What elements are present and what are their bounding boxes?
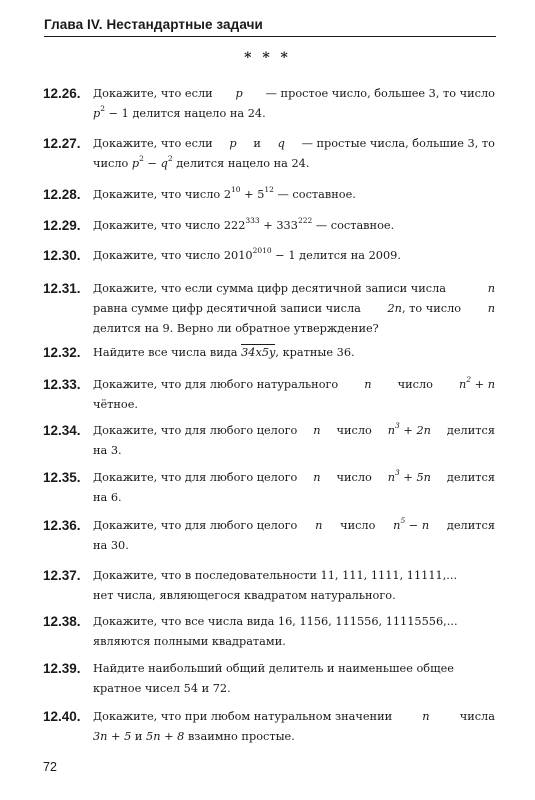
problem-12-40 [43, 707, 495, 747]
text: Докажите, что если сумма цифр десятичной записи числа [93, 282, 447, 295]
problem-number: 12.36. [43, 518, 81, 533]
problem-12-33 [43, 375, 495, 415]
math-expr: + 2n [399, 424, 431, 437]
text: Докажите, что для любого целого [93, 471, 298, 484]
math-expr: 5n + 8 [146, 730, 185, 743]
math-base: 2010 [223, 249, 253, 262]
text: число [336, 471, 372, 484]
text: на 3. [93, 444, 122, 457]
text: — составное. [277, 188, 356, 201]
text: Докажите, что если [93, 87, 213, 100]
problem-number: 12.26. [43, 86, 81, 101]
section-separator: * * * [244, 50, 291, 66]
text: делится на 2009. [299, 249, 401, 262]
problem-number: 12.34. [43, 423, 81, 438]
problem-text [93, 375, 495, 415]
text: делится [446, 424, 495, 437]
problem-text [93, 421, 495, 461]
page-number: 72 [43, 760, 57, 774]
math-base: 2 [223, 188, 232, 201]
math-exp: 10 [231, 185, 241, 194]
problem-number: 12.31. [43, 281, 81, 296]
problem-12-34 [43, 421, 495, 461]
text: число [340, 519, 376, 532]
problem-12-35 [43, 468, 495, 508]
problem-12-28 [43, 185, 495, 205]
text: — составное. [315, 219, 395, 232]
math-var: n [487, 302, 495, 315]
text: Докажите, что в последовательности 11, 111, 1111, 11111,... [93, 569, 458, 582]
text: Докажите, что все числа вида 16, 1156, 111556, 11115556,... [93, 615, 458, 628]
text: Докажите, что для любого целого [93, 519, 298, 532]
text: Найдите все числа вида [93, 346, 238, 359]
text: являются полными квадратами. [93, 635, 286, 648]
math-var: n [364, 378, 372, 391]
text: число [93, 157, 129, 170]
math-expr: − n [405, 519, 430, 532]
problem-text [93, 612, 495, 652]
math-var: n [387, 471, 396, 484]
math-expr: − 1 [108, 107, 129, 120]
problem-text [93, 246, 495, 266]
problem-12-30 [43, 246, 495, 266]
text: число [336, 424, 372, 437]
math-var: n [487, 282, 495, 295]
text: Докажите, что число [93, 249, 221, 262]
math-exp: 333 [245, 216, 260, 225]
problem-number: 12.40. [43, 709, 81, 724]
text: равна сумме цифр десятичной записи числа [93, 302, 361, 315]
text: , то число [401, 302, 462, 315]
math-base: 222 [223, 219, 246, 232]
math-exp: 2 [100, 104, 106, 113]
math-exp: 3 [395, 468, 400, 477]
problem-text [93, 216, 495, 236]
problem-text [93, 343, 495, 363]
text: число [397, 378, 433, 391]
problem-text [93, 516, 495, 556]
problem-12-39 [43, 659, 495, 699]
math-expr: + 5n [399, 471, 431, 484]
problem-number: 12.35. [43, 470, 81, 485]
problem-12-37 [43, 566, 495, 606]
math-exp: 2 [167, 154, 173, 163]
problem-number: 12.30. [43, 248, 81, 263]
math-expr: + n [471, 378, 495, 391]
problem-number: 12.29. [43, 218, 81, 233]
math-exp: 222 [297, 216, 313, 225]
problem-number: 12.38. [43, 614, 81, 629]
text: Найдите наибольший общий делитель и наименьшее общее [93, 662, 454, 675]
math-var: n [313, 424, 321, 437]
math-var: n [422, 710, 430, 723]
math-expr: + 5 [240, 188, 265, 201]
problem-number: 12.33. [43, 377, 81, 392]
problem-number: 12.27. [43, 136, 81, 151]
text: , кратные 36. [275, 346, 355, 359]
chapter-header: Глава IV. Нестандартные задачи [44, 17, 496, 37]
math-var: n [315, 519, 323, 532]
problem-text [93, 279, 495, 339]
text: делится [446, 471, 495, 484]
problem-12-27 [43, 134, 495, 174]
math-exp: 2 [139, 154, 144, 163]
text: делится нацело на 24. [176, 157, 310, 170]
text: Докажите, что при любом натуральном значении [93, 710, 393, 723]
text: кратное чисел 54 и 72. [93, 682, 231, 695]
text: Докажите, что если [93, 137, 213, 150]
problem-number: 12.37. [43, 568, 81, 583]
math-var: n [387, 424, 396, 437]
math-var: p [131, 157, 140, 170]
math-var: n [459, 378, 467, 391]
math-expr: 3n + 5 [93, 730, 132, 743]
text: чётное. [93, 398, 139, 411]
problem-12-31 [43, 279, 495, 339]
text: на 6. [93, 491, 122, 504]
text: — простое число, большее 3, то число [265, 87, 495, 100]
text: — простые числа, большие 3, то [301, 137, 495, 150]
math-exp: 2 [466, 375, 472, 384]
text: делится на 9. Верно ли обратное утверждение? [93, 322, 379, 335]
text: Докажите, что для любого целого [93, 424, 298, 437]
text: взаимно простые. [187, 730, 295, 743]
text: нет числа, являющегося квадратом натурального. [93, 589, 396, 602]
math-var: p [93, 107, 101, 120]
text: делится нацело на 24. [132, 107, 266, 120]
problem-text [93, 185, 495, 205]
math-op: − [147, 157, 157, 170]
text: на 30. [93, 539, 129, 552]
text: и [253, 137, 261, 150]
problem-text [93, 707, 495, 747]
math-var: p [235, 87, 243, 100]
math-var: q [277, 137, 285, 150]
problem-text [93, 468, 495, 508]
text: Докажите, что число [93, 219, 221, 232]
problem-12-38 [43, 612, 495, 652]
text: числа [459, 710, 495, 723]
math-exp: 2010 [252, 246, 272, 255]
problem-12-32 [43, 343, 495, 363]
math-var: p [229, 137, 237, 150]
math-exp: 12 [264, 185, 274, 194]
problem-number: 12.39. [43, 661, 81, 676]
text: и [134, 730, 143, 743]
math-var: n [313, 471, 321, 484]
math-exp: 3 [395, 421, 400, 430]
problem-number: 12.28. [43, 187, 81, 202]
math-var: q [160, 157, 168, 170]
problem-12-36 [43, 516, 495, 556]
problem-12-26 [43, 84, 495, 124]
problem-number: 12.32. [43, 345, 81, 360]
text: Докажите, что для любого натурального [93, 378, 339, 391]
text: Докажите, что число [93, 188, 221, 201]
problem-text [93, 84, 495, 124]
problem-text [93, 134, 495, 174]
math-expr: + 333 [259, 219, 298, 232]
math-var: n [393, 519, 401, 532]
math-overline-number: 34x5y [241, 346, 276, 359]
math-expr: − 1 [271, 249, 296, 262]
problem-12-29 [43, 216, 495, 236]
problem-text [93, 659, 495, 699]
text: делится [446, 519, 495, 532]
problem-text [93, 566, 495, 606]
math-var: 2n [387, 302, 402, 315]
math-exp: 5 [400, 516, 406, 525]
